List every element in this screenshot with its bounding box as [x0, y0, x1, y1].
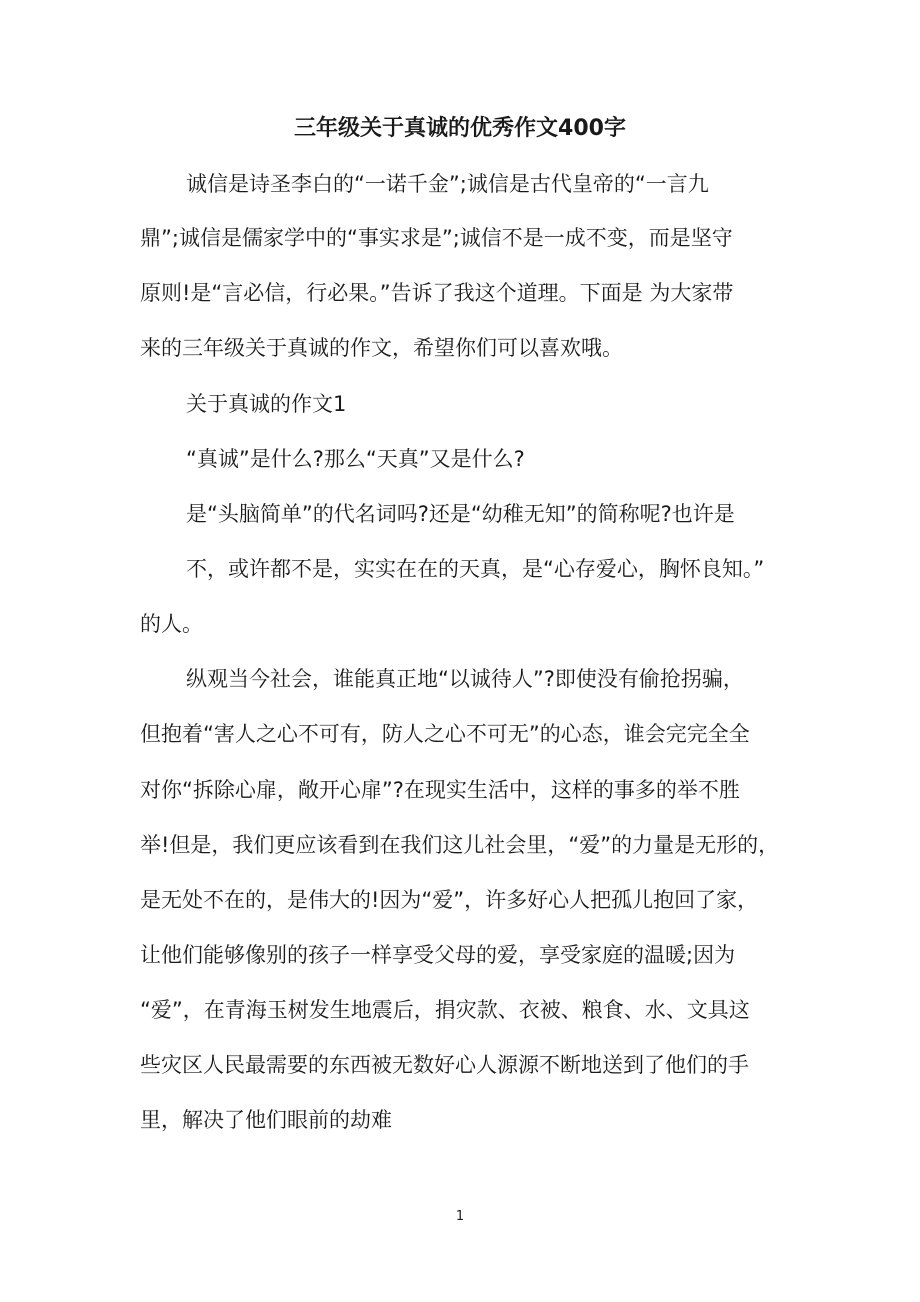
paragraph-line: “真诚”是什么?那么“天真”又是什么? — [186, 447, 525, 471]
paragraph-line: 纵观当今社会，谁能真正地“以诚待人”?即使没有偷抢拐骗， — [186, 667, 744, 691]
paragraph-line: 鼎”;诚信是儒家学中的“事实求是”;诚信不是一成不变，而是坚守 — [140, 226, 733, 250]
paragraph-line: 原则!是“言必信，行必果。”告诉了我这个道理。下面是 为大家带 — [140, 281, 734, 305]
document-title: 三年级关于真诚的优秀作文400字 — [294, 116, 626, 141]
paragraph-line: 来的三年级关于真诚的作文，希望你们可以喜欢哦。 — [140, 336, 623, 360]
paragraph-line: 但抱着“害人之心不可有，防人之心不可无”的心态，谁会完完全全 — [140, 722, 750, 746]
page-number: 1 — [455, 1209, 465, 1224]
paragraph-line: “爱”，在青海玉树发生地震后，捐灾款、衣被、粮食、水、文具这 — [140, 998, 750, 1022]
paragraph-line: 是“头脑简单”的代名词吗?还是“幼稚无知”的简称呢?也许是 — [186, 502, 735, 526]
paragraph-line: 是无处不在的，是伟大的!因为“爱”，许多好心人把孤儿抱回了家， — [140, 888, 759, 912]
paragraph-line: 举!但是，我们更应该看到在我们这儿社会里，“爱”的力量是无形的， — [140, 833, 780, 857]
section-heading: 关于真诚的作文1 — [186, 392, 347, 416]
paragraph-line: 让他们能够像别的孩子一样享受父母的爱，享受家庭的温暖;因为 — [140, 943, 736, 967]
paragraph-line: 对你“拆除心扉，敞开心扉”?在现实生活中，这样的事多的举不胜 — [140, 778, 740, 802]
paragraph-line: 不，或许都不是，实实在在的天真，是“心存爱心，胸怀良知。” — [186, 557, 765, 581]
paragraph-line: 诚信是诗圣李白的“一诺千金”;诚信是古代皇帝的“一言九 — [186, 172, 709, 196]
paragraph-line: 的人。 — [140, 612, 203, 636]
paragraph-line: 里，解决了他们眼前的劫难 — [140, 1108, 392, 1132]
paragraph-line: 些灾区人民最需要的东西被无数好心人源源不断地送到了他们的手 — [140, 1053, 749, 1077]
